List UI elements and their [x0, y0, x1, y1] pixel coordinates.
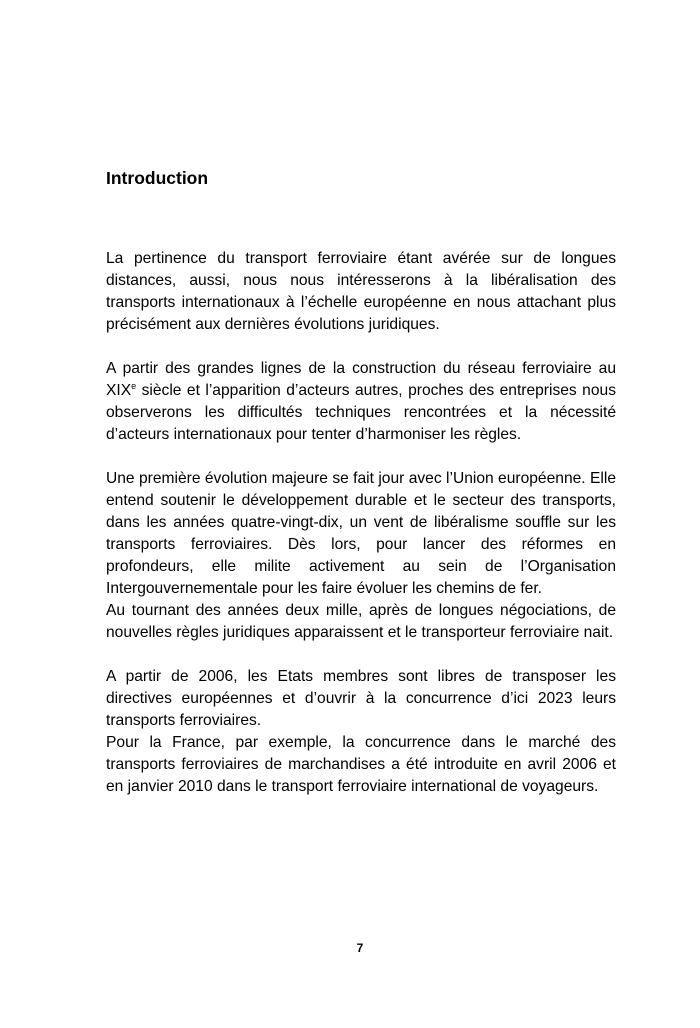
century-superscript: e — [131, 380, 137, 391]
paragraph-2-rest: siècle et l’apparition d’acteurs autres, proches des entreprises nous observerons les difficultés techniques rencontrées et la nécessité d’acteurs internationaux pour tenter d’harmoniser les règles. — [106, 382, 616, 443]
paragraph-6: Pour la France, par exemple, la concurrence dans le marché des transports ferroviaires de marchandises a été introduite en avril 2006 et en janvier 2010 dans le transport ferroviaire international de voyageurs. — [106, 734, 616, 795]
paragraph-5: A partir de 2006, les Etats membres sont libres de transposer les directives européennes et d’ouvrir à la concurrence d’ici 2023 leurs transports ferroviaires. — [106, 668, 616, 729]
body-text — [106, 248, 616, 798]
paragraph-2-lead: A partir des grandes lignes de la construction du réseau ferroviaire au XIX — [106, 360, 616, 399]
paragraph-1: La pertinence du transport ferroviaire étant avérée sur de longues distances, aussi, nous nous intéresserons à la libéralisation des transports internationaux à l’échelle européenne en nous attachant plus précisément aux dernières évolutions juridiques. — [106, 250, 616, 333]
paragraph-2 — [106, 358, 616, 446]
page-number: 7 — [356, 941, 364, 955]
paragraph-3: Une première évolution majeure se fait jour avec l’Union européenne. Elle entend soutenir le développement durable et le secteur des transports, dans les années quatre-vingt-dix, un vent de libéralisme souffle sur les transports ferroviaires. Dès lors, pour lancer des réformes en profondeurs, elle milite activement au sein de l’Organisation Intergouvernementale pour les faire évoluer les chemins de fer. — [106, 470, 616, 597]
paragraph-4: Au tournant des années deux mille, après de longues négociations, de nouvelles règles juridiques apparaissent et le transporteur ferroviaire nait. — [106, 602, 616, 641]
section-heading: Introduction — [106, 168, 209, 188]
